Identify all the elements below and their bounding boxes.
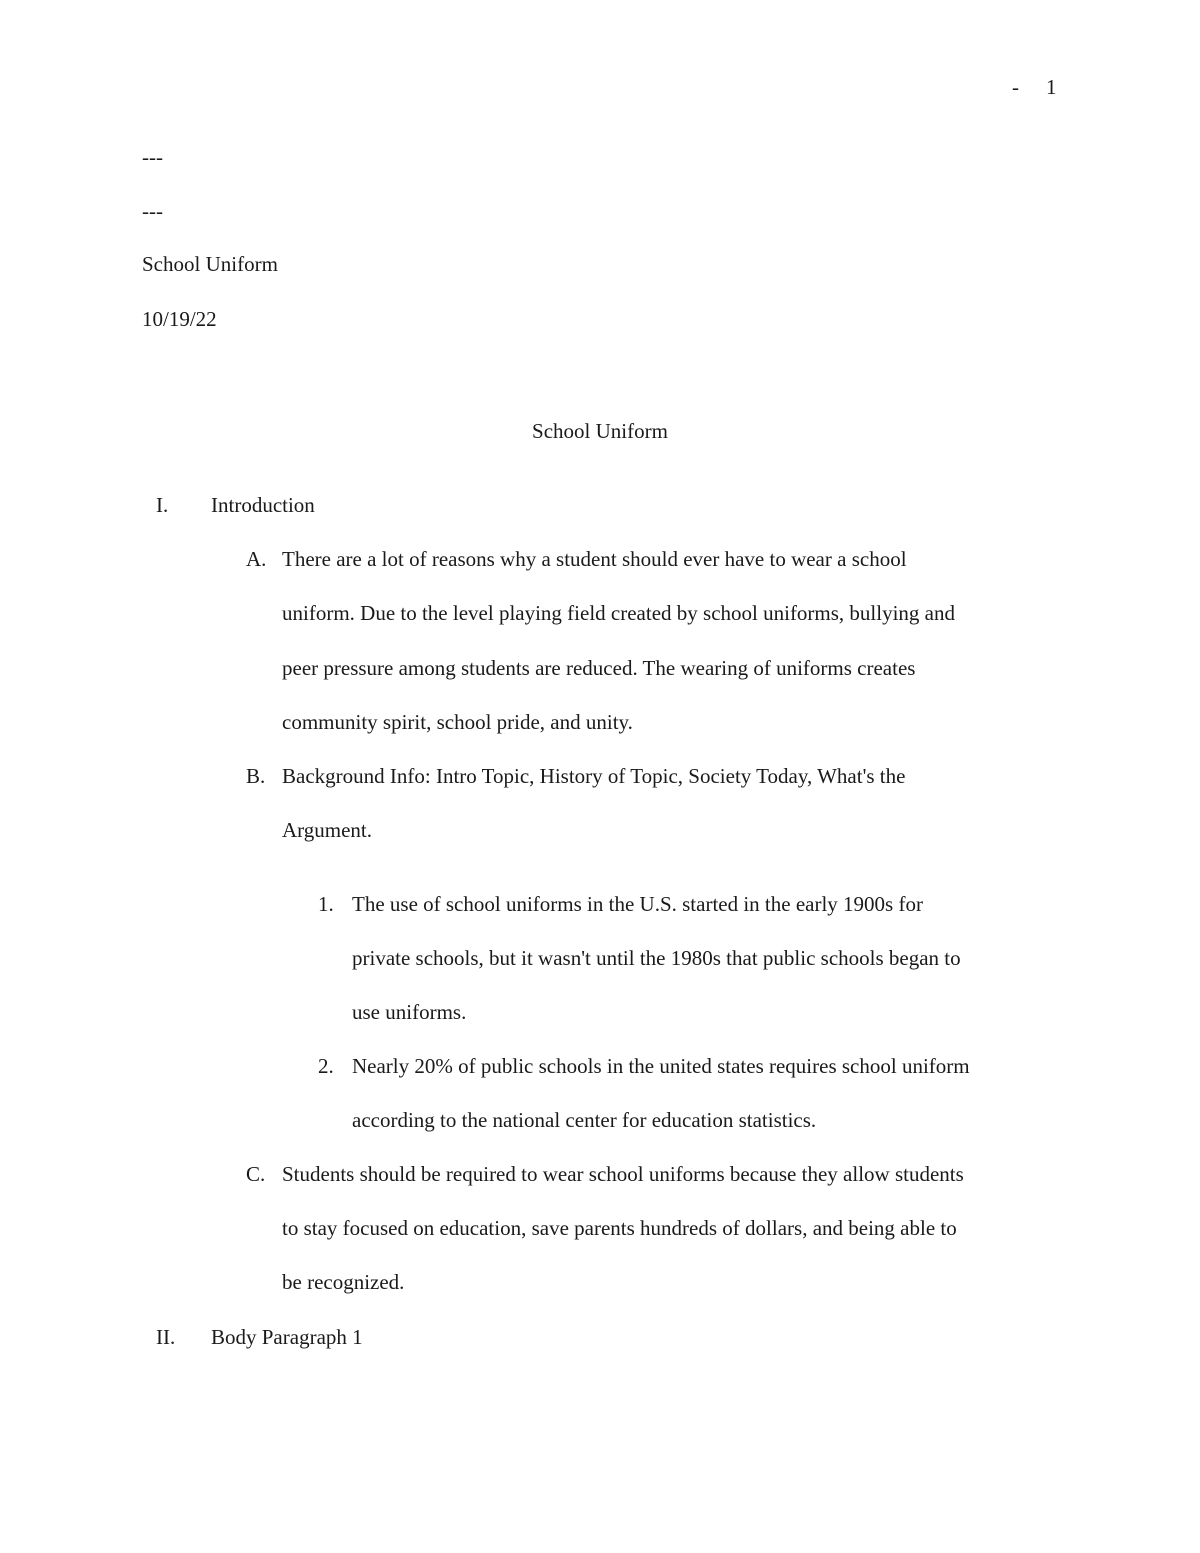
section-1-heading: Introduction [211, 493, 315, 517]
section-2-heading: Body Paragraph 1 [211, 1325, 363, 1349]
meta-line-3: School Uniform [142, 252, 278, 276]
page-number: 1 [1046, 75, 1057, 99]
sub-item-1-line: use uniforms. [352, 1000, 467, 1024]
section-1-marker: I. [156, 493, 169, 517]
item-a-line: uniform. Due to the level playing field created by school uniforms, bullying and [282, 601, 956, 625]
sub-item-2-marker: 2. [318, 1054, 334, 1078]
sub-item-2-line: Nearly 20% of public schools in the united states requires school uniform [352, 1054, 970, 1078]
sub-item-1-line: The use of school uniforms in the U.S. started in the early 1900s for [352, 892, 923, 916]
meta-line-2: --- [142, 199, 163, 223]
item-b-line: Background Info: Intro Topic, History of Topic, Society Today, What's the [282, 764, 906, 788]
meta-date: 10/19/22 [142, 307, 217, 331]
item-a-line: peer pressure among students are reduced. The wearing of uniforms creates [282, 656, 916, 680]
meta-line-1: --- [142, 145, 163, 169]
sub-item-1-line: private schools, but it wasn't until the 1980s that public schools began to [352, 946, 961, 970]
document-title: School Uniform [532, 419, 668, 443]
sub-item-1-marker: 1. [318, 892, 334, 916]
header-dash: - [1012, 75, 1019, 99]
sub-item-2-line: according to the national center for education statistics. [352, 1108, 817, 1132]
item-c-marker: C. [246, 1162, 266, 1186]
item-b-line: Argument. [282, 818, 373, 842]
item-c-line: Students should be required to wear school uniforms because they allow students [282, 1162, 964, 1186]
item-c-line: to stay focused on education, save parents hundreds of dollars, and being able to [282, 1216, 957, 1240]
item-a-marker: A. [246, 547, 267, 571]
item-a-line: community spirit, school pride, and unity. [282, 710, 633, 734]
item-a-line: There are a lot of reasons why a student should ever have to wear a school [282, 547, 907, 571]
item-b-marker: B. [246, 764, 266, 788]
section-2-marker: II. [156, 1325, 176, 1349]
item-c-line: be recognized. [282, 1270, 405, 1294]
